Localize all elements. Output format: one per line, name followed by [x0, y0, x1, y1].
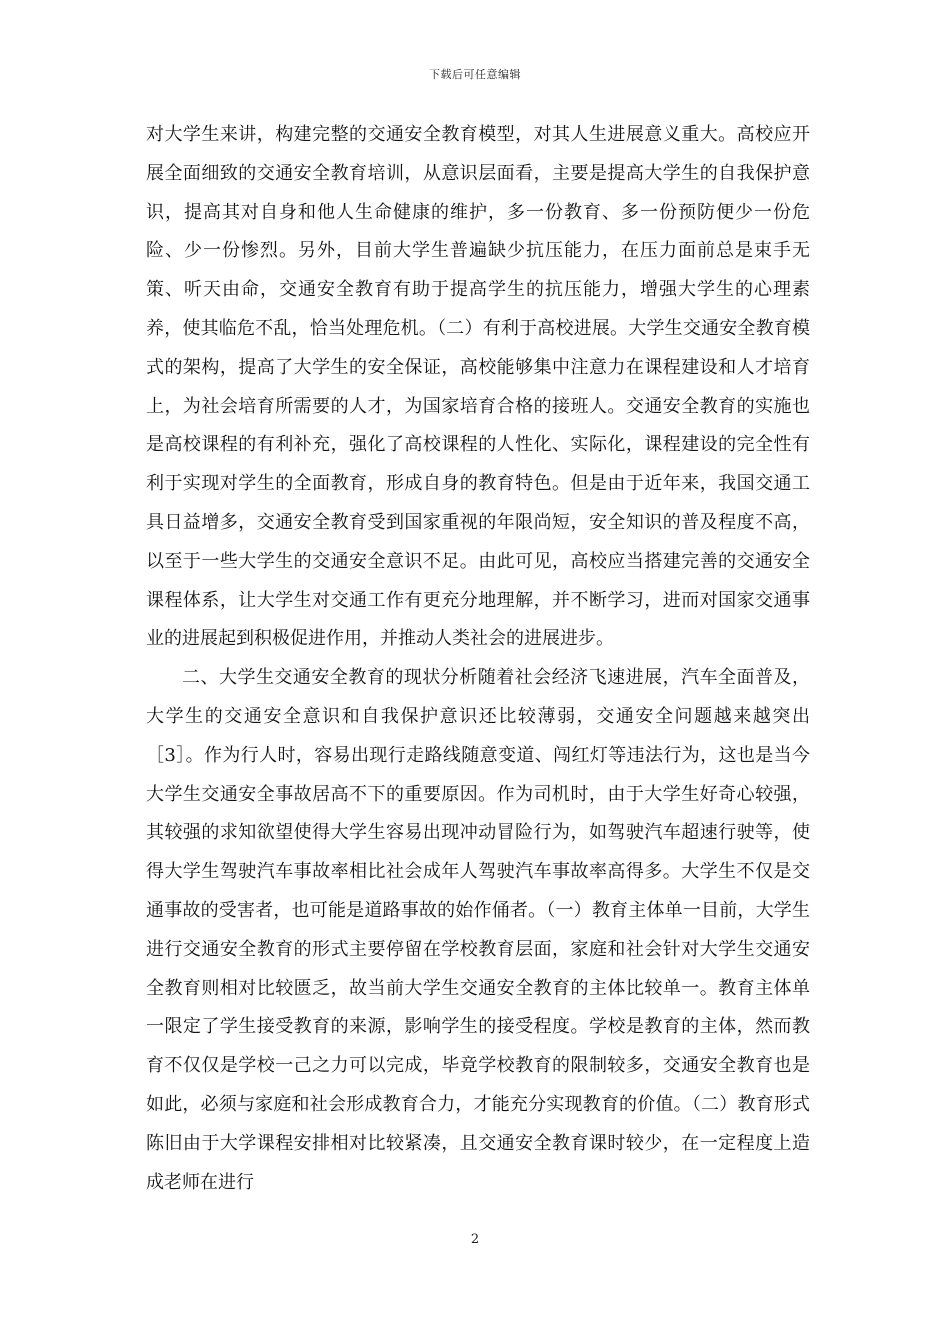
page-number: 2 — [470, 1232, 480, 1247]
paragraph-2: 二、大学生交通安全教育的现状分析随着社会经济飞速进展，汽车全面普及，大学生的交通安全意识和自我保护意识还比较薄弱，交通安全问题越来越突出［3］。作为行人时，容易出现行走路线随意变道、闯红灯等违法行为，这也是当今大学生交通安全事故居高不下的重要原因。作为司机时，由于大学生好奇心较强，其较强的求知欲望使得大学生容易出现冲动冒险行为，如驾驶汽车超速行驶等，使得大学生驾驶汽车事故率相比社会成年人驾驶汽车事故率高得多。大学生不仅是交通事故的受害者，也可能是道路事故的始作俑者。（一）教育主体单一目前，大学生进行交通安全教育的形式主要停留在学校教育层面，家庭和社会针对大学生交通安全教育则相对比较匮乏，故当前大学生交通安全教育的主体比较单一。教育主体单一限定了学生接受教育的来源，影响学生的接受程度。学校是教育的主体，然而教育不仅仅是学校一己之力可以完成，毕竟学校教育的限制较多，交通安全教育也是如此，必须与家庭和社会形成教育合力，才能充分实现教育的价值。（二）教育形式陈旧由于大学课程安排相对比较紧凑，且交通安全教育课时较少，在一定程度上造成老师在进行 — [146, 667, 810, 1193]
page-header: 下载后可任意编辑 — [429, 68, 521, 81]
paragraph-1: 对大学生来讲，构建完整的交通安全教育模型，对其人生进展意义重大。高校应开展全面细致的交通安全教育培训，从意识层面看，主要是提高大学生的自我保护意识，提高其对自身和他人生命健康的维护，多一份教育、多一份预防便少一份危险、少一份惨烈。另外，目前大学生普遍缺少抗压能力，在压力面前总是束手无策、听天由命，交通安全教育有助于提高学生的抗压能力，增强大学生的心理素养，使其临危不乱，恰当处理危机。（二）有利于高校进展。大学生交通安全教育模式的架构，提高了大学生的安全保证，高校能够集中注意力在课程建设和人才培育上，为社会培育所需要的人才，为国家培育合格的接班人。交通安全教育的实施也是高校课程的有利补充，强化了高校课程的人性化、实际化，课程建设的完全性有利于实现对学生的全面教育，形成自身的教育特色。但是由于近年来，我国交通工具日益增多，交通安全教育受到国家重视的年限尚短，安全知识的普及程度不高，以至于一些大学生的交通安全意识不足。由此可见，高校应当搭建完善的交通安全课程体系，让大学生对交通工作有更充分地理解，并不断学习，进而对国家交通事业的进展起到积极促进作用，并推动人类社会的进展进步。 — [146, 124, 810, 650]
document-body — [146, 116, 810, 1202]
